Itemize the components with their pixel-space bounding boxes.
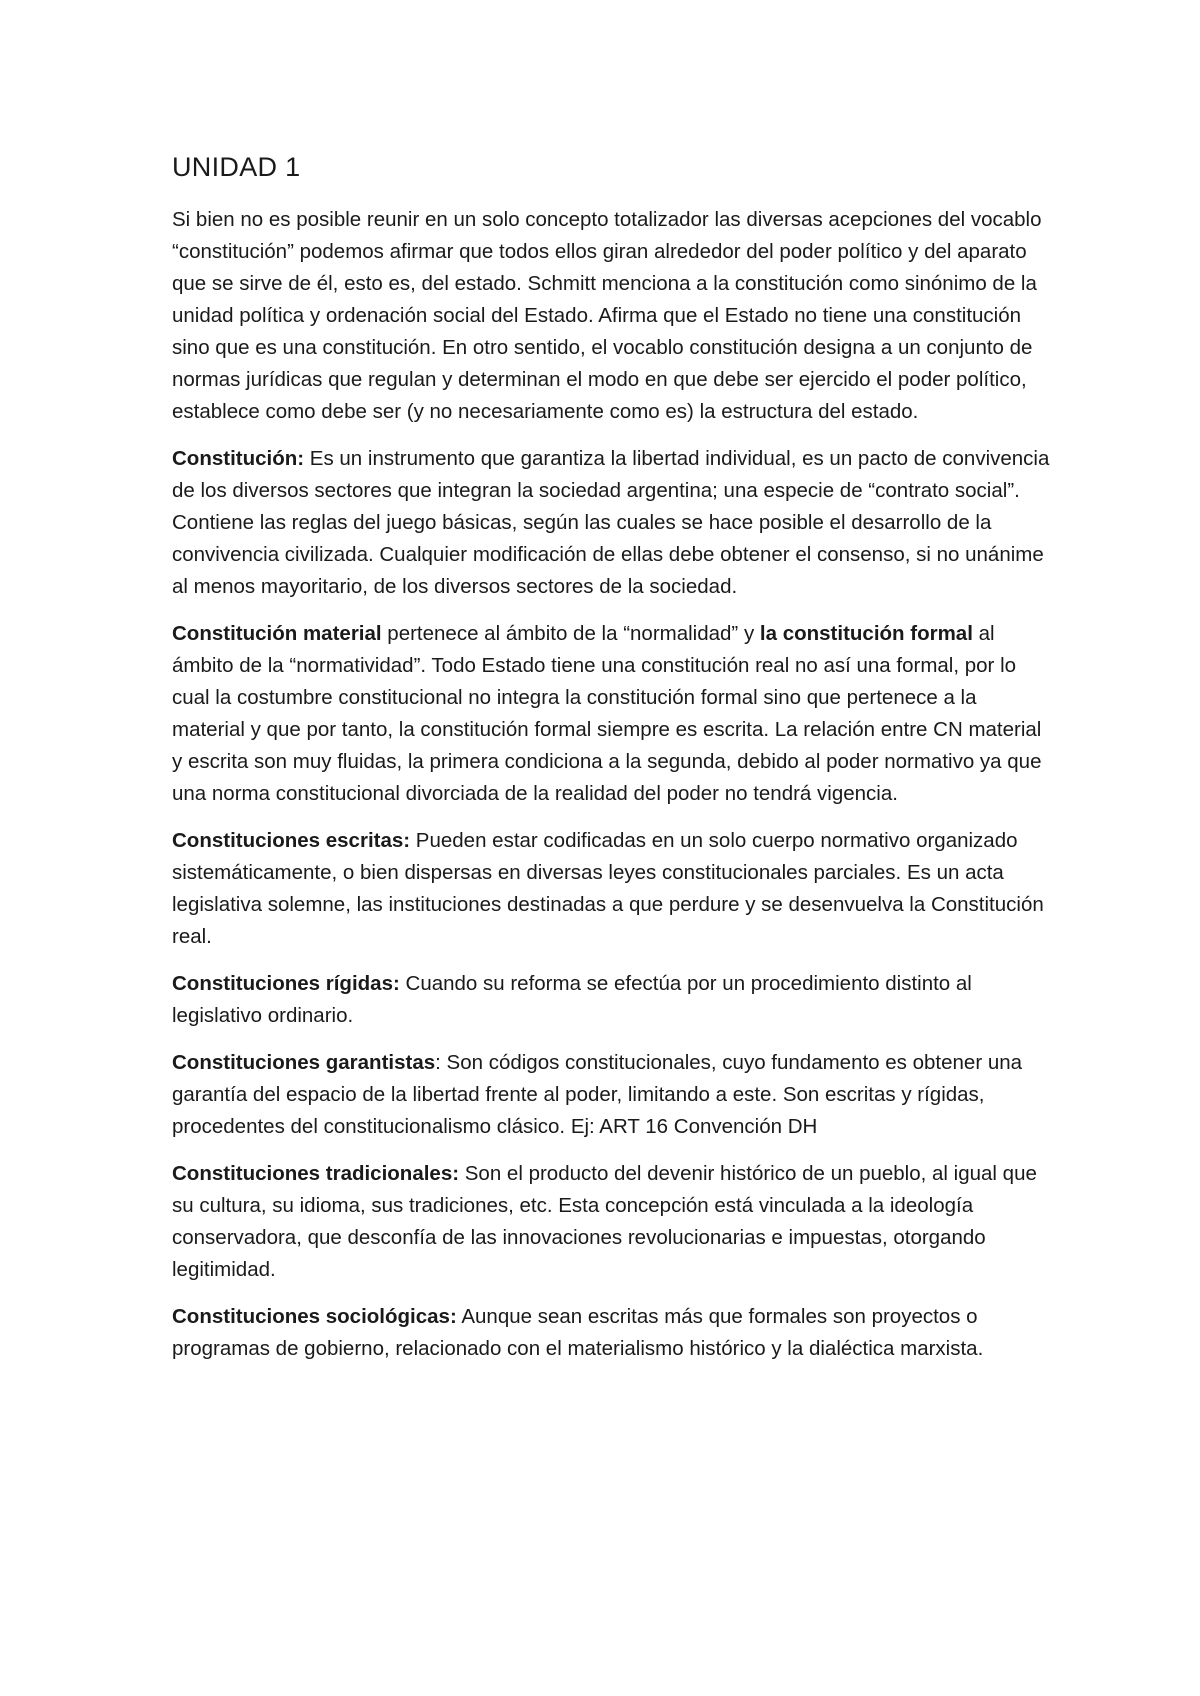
- paragraph: [172, 443, 1052, 603]
- paragraph-text: Es un instrumento que garantiza la libertad individual, es un pacto de convivencia de los diversos sectores que integran la sociedad argentina; una especie de “contrato social”. Contiene las reglas del juego básicas, según las cuales se hace posible el desarrollo de la convivencia civilizada. Cualquier modificación de ellas debe obtener el consenso, si no unánime al menos mayoritario, de los diversos sectores de la sociedad.: [172, 447, 1050, 598]
- defined-term: Constitución material: [172, 622, 382, 645]
- paragraph-text: pertenece al ámbito de la “normalidad” y: [381, 622, 760, 645]
- paragraph: [172, 1047, 1052, 1143]
- paragraph: [172, 968, 1052, 1032]
- defined-term: Constituciones sociológicas:: [172, 1305, 457, 1328]
- paragraph-text: Cuando su reforma se efectúa por un procedimiento distinto al legislativo ordinario.: [172, 972, 972, 1027]
- defined-term: Constitución:: [172, 447, 305, 470]
- paragraph-text: Son el producto del devenir histórico de un pueblo, al igual que su cultura, su idioma, sus tradiciones, etc. Esta concepción está vinculada a la ideología conservadora, que desconfía de las innovaciones revolucionarias e impuestas, otorgando legitimidad.: [172, 1162, 1037, 1281]
- defined-term: la constitución formal: [759, 622, 973, 645]
- defined-term: Constituciones rígidas:: [172, 972, 400, 995]
- document-body: [172, 150, 1052, 1380]
- defined-term: Constituciones tradicionales:: [172, 1162, 460, 1185]
- paragraph-text: al ámbito de la “normatividad”. Todo Estado tiene una constitución real no así una formal, por lo cual la costumbre constitucional no integra la constitución formal sino que pertenece a la material y que por tanto, la constitución formal siempre es escrita. La relación entre CN material y escrita son muy fluidas, la primera condiciona a la segunda, debido al poder normativo ya que una norma constitucional divorciada de la realidad del poder no tendrá vigencia.: [172, 622, 1042, 805]
- paragraph-text: Si bien no es posible reunir en un solo concepto totalizador las diversas acepciones del vocablo “constitución” podemos afirmar que todos ellos giran alrededor del poder político y del aparato que se sirve de él, esto es, del estado. Schmitt menciona a la constitución como sinónimo de la unidad política y ordenación social del Estado. Afirma que el Estado no tiene una constitución sino que es una constitución. En otro sentido, el vocablo constitución designa a un conjunto de normas jurídicas que regulan y determinan el modo en que debe ser ejercido el poder político, establece como debe ser (y no necesariamente como es) la estructura del estado.: [172, 208, 1042, 423]
- paragraph: [172, 825, 1052, 953]
- paragraph: [172, 1158, 1052, 1286]
- paragraph-text: Pueden estar codificadas en un solo cuerpo normativo organizado sistemáticamente, o bien dispersas en diversas leyes constitucionales parciales. Es un acta legislativa solemne, las instituciones destinadas a que perdure y se desenvuelva la Constitución real.: [172, 829, 1044, 948]
- defined-term: Constituciones escritas:: [172, 829, 411, 852]
- paragraph: [172, 204, 1052, 428]
- paragraph-list: [172, 204, 1052, 1365]
- paragraph-text: Aunque sean escritas más que formales son proyectos o programas de gobierno, relacionado con el materialismo histórico y la dialéctica marxista.: [172, 1305, 984, 1360]
- defined-term: Constituciones garantistas: [172, 1051, 436, 1074]
- paragraph-text: : Son códigos constitucionales, cuyo fundamento es obtener una garantía del espacio de la libertad frente al poder, limitando a este. Son escritas y rígidas, procedentes del constitucionalismo clásico. Ej: ART 16 Convención DH: [172, 1051, 1023, 1138]
- page-title: UNIDAD 1: [172, 152, 301, 182]
- paragraph: [172, 1301, 1052, 1365]
- paragraph: [172, 618, 1052, 810]
